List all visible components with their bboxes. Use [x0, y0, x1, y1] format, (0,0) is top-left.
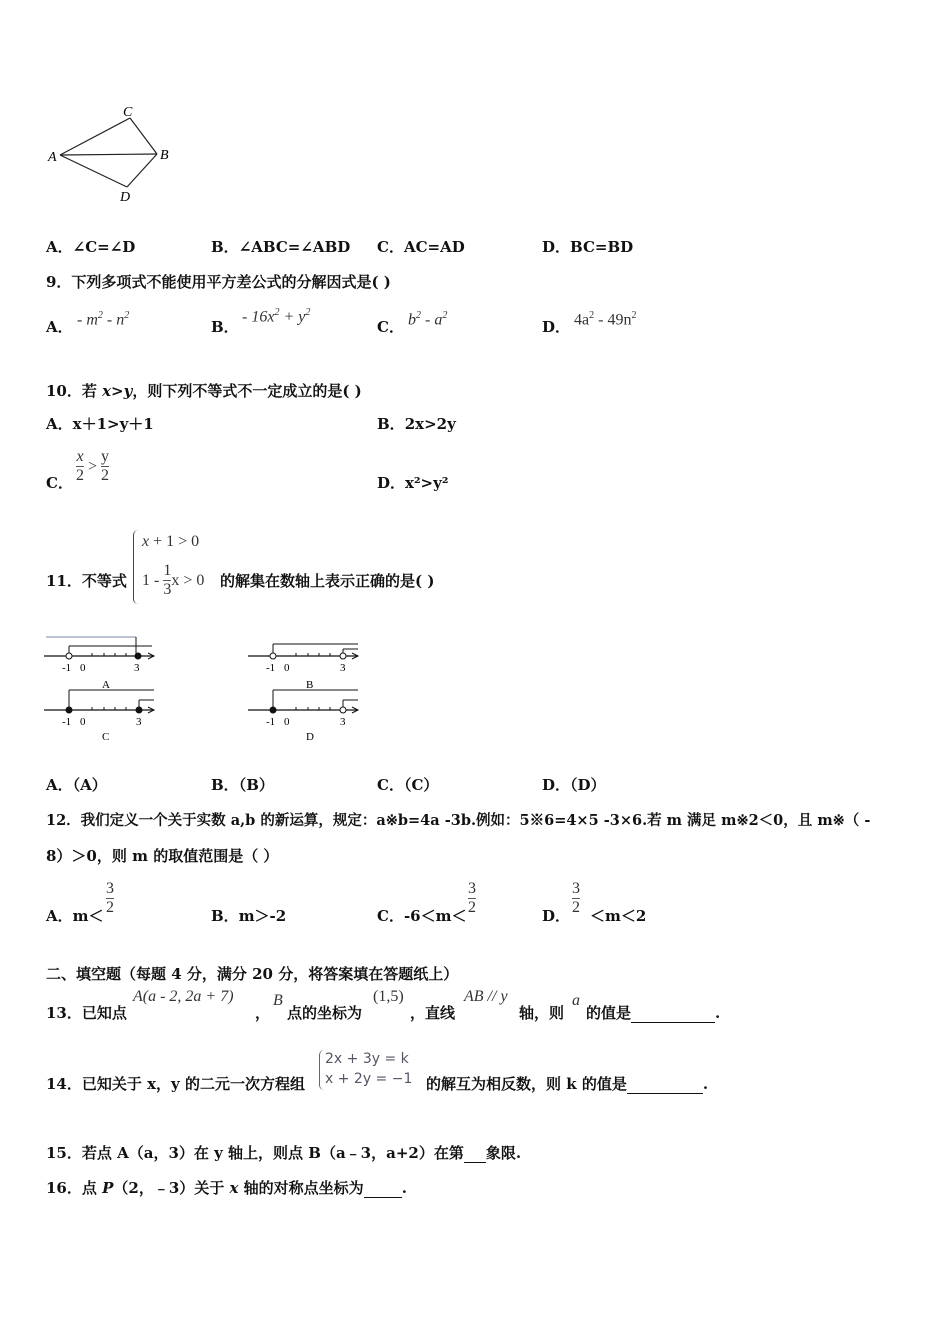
- q11-option-b[interactable]: B．（B）: [211, 776, 274, 794]
- section-title: 二、填空题（每题 4 分，满分 20 分，将答案填在答题纸上）: [46, 965, 459, 983]
- q9-stem: 9．下列多项式不能使用平方差公式的分解因式是( ): [46, 273, 391, 291]
- answer-blank[interactable]: [631, 1004, 715, 1023]
- q12-frac-c: $\frac{3}{2}$: [468, 880, 476, 916]
- number-line-panel: [44, 636, 364, 742]
- svg-text:-1: -1: [266, 716, 276, 728]
- q13-mid3: 轴，则: [519, 1004, 565, 1022]
- q12-frac-d: $\frac{3}{2}$: [572, 880, 580, 916]
- q12-option-a[interactable]: A．m＜: [46, 907, 104, 925]
- svg-text:A: A: [102, 679, 110, 691]
- q12-frac-a: $\frac{3}{2}$: [106, 880, 114, 916]
- q12-option-c[interactable]: C．-6＜m＜: [377, 907, 467, 925]
- quadrilateral-figure: [40, 98, 180, 208]
- q8-option-b[interactable]: B．∠ABC=∠ABD: [211, 238, 351, 256]
- q13-coord: (1,5): [373, 988, 404, 1005]
- q13-point-a: A(a - 2, 2a + 7): [133, 988, 234, 1005]
- segment-ac: [60, 118, 130, 155]
- system-brace: [133, 530, 138, 604]
- q13-comma: ，: [255, 1004, 271, 1022]
- q10-option-a[interactable]: A．x＋1>y＋1: [46, 415, 154, 433]
- q13-a: a: [572, 992, 580, 1009]
- q9-expr-c: $b^2 - a^2$: [408, 310, 448, 329]
- label-b: B: [160, 148, 169, 163]
- q14-pre: 14．已知关于 x，y 的二元一次方程组: [46, 1075, 305, 1093]
- svg-text:0: 0: [80, 716, 86, 728]
- svg-text:3: 3: [136, 716, 142, 728]
- number-line-d: [248, 690, 358, 742]
- svg-text:-1: -1: [62, 662, 72, 674]
- q12-stem-line1: 12．我们定义一个关于实数 a,b 的新运算，规定：a※b=4a -3b.例如：5※6=4×5 -3×6.若 m 满足 m※2＜0，且 m※（ -: [46, 812, 871, 829]
- number-line-c: [44, 690, 154, 742]
- q13-line: AB // y: [464, 988, 508, 1005]
- q11-inequality-2: 1 - $\frac{1}{3}$ x > 0: [142, 562, 205, 598]
- svg-text:0: 0: [80, 662, 86, 674]
- q10-option-c[interactable]: C．: [46, 474, 73, 492]
- q10-stem: 10．若 x>y，则下列不等式不一定成立的是( ): [46, 382, 362, 400]
- svg-text:C: C: [102, 731, 110, 742]
- q9-expr-d: $4a^2 - 49n^2$: [574, 310, 637, 329]
- q14-post: 的解互为相反数，则 k 的值是 .: [426, 1075, 709, 1093]
- q10-option-b[interactable]: B．2x>2y: [377, 415, 456, 433]
- q13-mid: 点的坐标为: [287, 1004, 363, 1022]
- label-a: A: [48, 150, 57, 165]
- svg-text:-1: -1: [62, 716, 72, 728]
- q9-option-a[interactable]: A．: [46, 318, 73, 336]
- answer-blank-2[interactable]: [627, 1075, 703, 1094]
- q9-option-b[interactable]: B．: [211, 318, 239, 336]
- svg-text:D: D: [306, 731, 314, 742]
- svg-text:3: 3: [134, 662, 140, 674]
- q13-post: 的值是 .: [586, 1004, 721, 1022]
- q9-expr-b: - $16x^2 + y^2$: [242, 307, 311, 326]
- q11-stem-post: 的解集在数轴上表示正确的是( ): [220, 572, 435, 590]
- q8-option-a[interactable]: A．∠C=∠D: [46, 238, 136, 256]
- svg-text:3: 3: [340, 662, 346, 674]
- q12-option-d-tail: ＜m＜2: [590, 907, 647, 925]
- svg-text:B: B: [306, 679, 314, 691]
- label-d: D: [120, 190, 131, 205]
- svg-text:0: 0: [284, 716, 290, 728]
- answer-blank-4[interactable]: [364, 1179, 402, 1198]
- system-brace-2: [319, 1050, 324, 1090]
- q11-option-c[interactable]: C．（C）: [377, 776, 439, 794]
- segment-ab: [60, 154, 157, 155]
- segment-cb: [130, 118, 157, 154]
- q13-b: B: [273, 992, 283, 1009]
- svg-text:3: 3: [340, 716, 346, 728]
- svg-text:-1: -1: [266, 662, 276, 674]
- label-c: C: [123, 105, 133, 120]
- segment-ad: [60, 155, 127, 187]
- q13-mid2: ，直线: [410, 1004, 456, 1022]
- q9-option-d[interactable]: D．: [542, 318, 571, 336]
- q11-stem-pre: 11．不等式: [46, 572, 127, 590]
- segment-db: [127, 154, 157, 187]
- q12-option-d[interactable]: D．: [542, 907, 571, 925]
- q9-expr-a: - $m^2 - n^2$: [77, 310, 130, 329]
- q16: 16．点 P（2，﹣3）关于 x 轴的对称点坐标为 .: [46, 1179, 407, 1197]
- q8-option-d[interactable]: D．BC=BD: [542, 238, 634, 256]
- q14-system: 2x + 3y = k x + 2y = −1: [325, 1051, 413, 1087]
- q12-option-b[interactable]: B．m＞-2: [211, 907, 287, 925]
- q11-inequality-1: x + 1 > 0: [142, 533, 200, 550]
- q12-stem-line2: 8）＞0，则 m 的取值范围是（ ）: [46, 847, 279, 865]
- q15: 15．若点 A（a，3）在 y 轴上，则点 B（a﹣3，a+2）在第 象限.: [46, 1144, 522, 1162]
- answer-blank-3[interactable]: [464, 1144, 486, 1163]
- q11-option-d[interactable]: D．（D）: [542, 776, 606, 794]
- q10-option-d[interactable]: D．x²>y²: [377, 474, 449, 492]
- q13-pre: 13．已知点: [46, 1004, 127, 1022]
- number-line-b: [248, 644, 358, 691]
- number-line-a: [44, 637, 154, 691]
- q9-option-c[interactable]: C．: [377, 318, 404, 336]
- q10-option-c-expr: $\frac{x}{2}$ > $\frac{y}{2}$: [76, 448, 110, 484]
- svg-text:0: 0: [284, 662, 290, 674]
- q11-option-a[interactable]: A．（A）: [46, 776, 107, 794]
- q8-option-c[interactable]: C．AC=AD: [377, 238, 465, 256]
